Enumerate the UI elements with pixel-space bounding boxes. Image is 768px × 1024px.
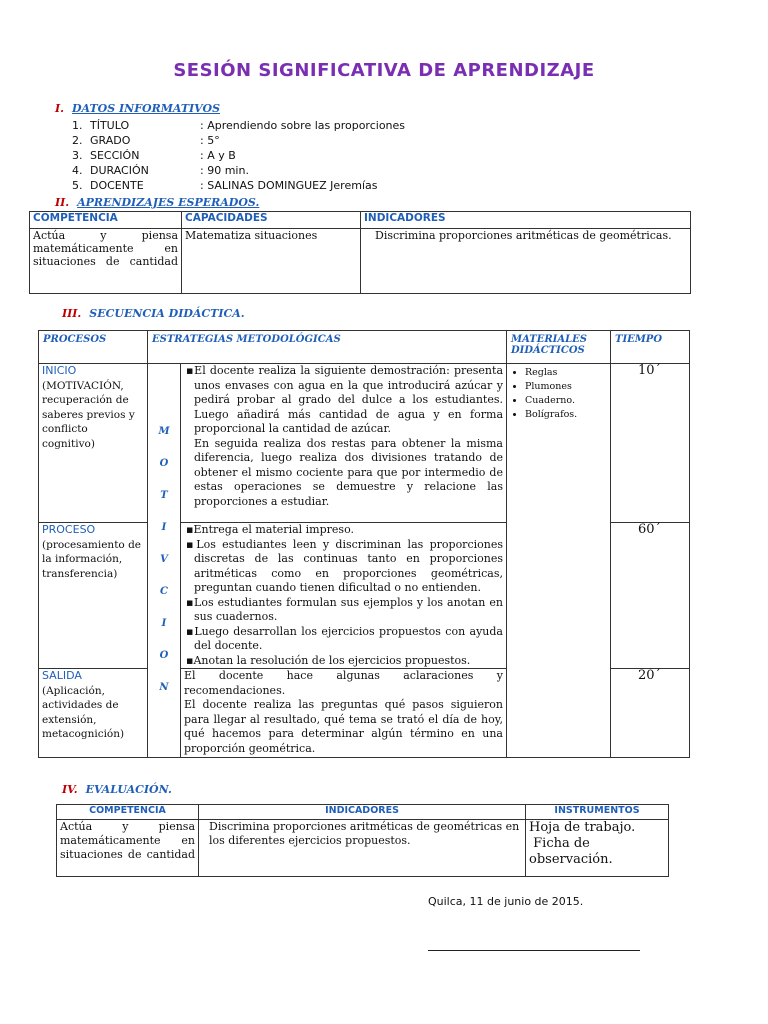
info-key: DURACIÓN — [90, 164, 149, 177]
info-number: 3. — [72, 149, 83, 162]
strategy-cell — [181, 523, 507, 669]
info-number: 4. — [72, 164, 83, 177]
process-name: SALIDA — [42, 669, 82, 682]
info-value: : 5° — [200, 134, 220, 147]
motivacion-letter: O — [159, 458, 169, 469]
instrument-item: Ficha de observación. — [529, 836, 613, 867]
process-desc: (Aplicación, actividades de extensión, metacognición) — [42, 684, 125, 740]
info-number: 2. — [72, 134, 83, 147]
process-cell — [39, 523, 148, 669]
table-header-row — [39, 331, 690, 364]
process-name: INICIO — [42, 364, 77, 377]
strategy-text: Anotan la resolución de los ejercicios propuestos. — [193, 653, 471, 667]
info-number: 5. — [72, 179, 83, 192]
section-label: APRENDIZAJES ESPERADOS. — [77, 196, 260, 209]
info-value: : SALINAS DOMINGUEZ Jeremías — [200, 179, 378, 192]
section-number: II. — [55, 196, 70, 209]
section-heading-3 — [62, 307, 245, 320]
column-header: INDICADORES — [361, 212, 691, 229]
motivacion-letter: M — [158, 426, 170, 437]
strategy-text: El docente hace algunas aclaraciones y recomendaciones. — [184, 669, 503, 697]
info-key: TÍTULO — [90, 119, 130, 132]
table-row — [57, 820, 669, 877]
indicador-cell: Discrimina proporciones aritméticas de geométricas en los diferentes ejercicios propuestos. — [199, 820, 526, 877]
motivacion-column — [148, 364, 181, 758]
info-value: : A y B — [200, 149, 236, 162]
motivacion-letter: I — [161, 522, 167, 533]
section-number: I. — [55, 102, 64, 115]
section-number: III. — [62, 307, 82, 320]
section-label: SECUENCIA DIDÁCTICA. — [89, 307, 245, 320]
section-number: IV. — [62, 783, 78, 796]
strategy-text: Luego desarrollan los ejercicios propuestos con ayuda del docente. — [194, 624, 503, 652]
motivacion-letter: N — [159, 682, 169, 693]
strategy-bullet: ▪Los estudiantes formulan sus ejemplos y los anotan en sus cuadernos. — [186, 595, 503, 623]
competencia-cell: Actúa y piensa matemáticamente en situaciones de cantidad — [57, 820, 199, 877]
instrumentos-cell — [526, 820, 669, 877]
info-key: DOCENTE — [90, 179, 144, 192]
info-number: 1. — [72, 119, 83, 132]
strategy-text: Entrega el material impreso. — [193, 523, 354, 536]
table-row-inicio — [39, 364, 690, 523]
column-header: COMPETENCIA — [57, 805, 199, 820]
instrument-item: Hoja de trabajo. — [529, 820, 636, 835]
evaluacion-table — [56, 804, 669, 877]
strategy-text: En seguida realiza dos restas para obtener la misma diferencia, luego realiza dos divisiones tratando de obtener el mismo cociente para que por intermedio de estas operaciones se demuestre y relacione las proporciones a estudiar. — [194, 436, 503, 508]
table-header-row — [57, 805, 669, 820]
strategy-paragraph: ▪El docente realiza la siguiente demostración: presenta unos envases con agua en la que introducirá azúcar y pedirá probar al grado del dulce a los estudiantes. Luego añadirá más cantidad de agua y en forma proporcional la cantidad de azúcar. — [186, 364, 503, 435]
column-header: COMPETENCIA — [30, 212, 182, 229]
strategy-cell — [181, 669, 507, 758]
secuencia-table — [38, 330, 690, 758]
section-label: DATOS INFORMATIVOS — [71, 102, 221, 115]
section-heading-1 — [55, 102, 220, 115]
strategy-text: Los estudiantes leen y discriminan las proporciones discretas de las continuas tanto en proporciones aritméticas como en proporciones geométricas, preguntan cuando tienen dificultad o no entienden. — [194, 537, 503, 594]
time-cell: 60´ — [611, 523, 690, 669]
info-key: GRADO — [90, 134, 131, 147]
aprendizajes-table — [29, 211, 691, 294]
info-key: SECCIÓN — [90, 149, 140, 162]
list-item: • Bolígrafos. — [525, 408, 607, 422]
strategy-text: Los estudiantes formulan sus ejemplos y los anotan en sus cuadernos. — [194, 595, 503, 623]
time-cell: 20´ — [611, 669, 690, 758]
materials-list — [511, 366, 607, 422]
column-header: CAPACIDADES — [182, 212, 361, 229]
process-cell — [39, 669, 148, 758]
section-heading-4 — [62, 783, 172, 796]
capacidad-cell: Matematiza situaciones — [182, 229, 361, 294]
signature-line — [428, 950, 640, 951]
process-desc: (MOTIVACIÓN, recuperación de saberes previos y conflicto cognitivo) — [42, 379, 135, 450]
motivacion-letter: V — [160, 554, 168, 565]
materials-cell — [507, 364, 611, 758]
motivacion-letter: O — [159, 650, 169, 661]
strategy-text: El docente realiza las preguntas qué pasos siguieron para llegar al resultado, qué tema se trató el día de hoy, qué hacemos para determinar algún término en una proporción geométrica. — [184, 698, 503, 755]
column-header: TIEMPO — [611, 331, 690, 364]
table-header-row — [30, 212, 691, 229]
strategy-cell — [181, 364, 507, 523]
column-header: PROCESOS — [39, 331, 148, 364]
list-item: • Reglas — [525, 366, 607, 380]
column-header: INSTRUMENTOS — [526, 805, 669, 820]
process-name: PROCESO — [42, 523, 96, 536]
column-header: INDICADORES — [199, 805, 526, 820]
table-row — [30, 229, 691, 294]
info-value: : 90 min. — [200, 164, 249, 177]
list-item: • Plumones — [525, 380, 607, 394]
strategy-bullet: ▪Luego desarrollan los ejercicios propuestos con ayuda del docente. — [186, 624, 503, 652]
process-cell — [39, 364, 148, 523]
list-item: • Cuaderno. — [525, 394, 607, 408]
motivacion-letter: I — [161, 618, 167, 629]
indicador-cell: Discrimina proporciones aritméticas de geométricas. — [361, 229, 691, 294]
time-cell: 10´ — [611, 364, 690, 523]
column-header: MATERIALES DIDÁCTICOS — [507, 331, 611, 364]
place-date: Quilca, 11 de junio de 2015. — [428, 895, 584, 908]
motivacion-letter: C — [160, 586, 168, 597]
motivacion-letter: T — [160, 490, 168, 501]
strategy-bullet: ▪Entrega el material impreso. — [186, 523, 354, 536]
section-heading-2 — [55, 196, 259, 209]
section-label: EVALUACIÓN. — [85, 783, 172, 796]
strategy-bullet: ▪Los estudiantes leen y discriminan las proporciones discretas de las continuas tanto en proporciones aritméticas como en proporciones geométricas, preguntan cuando tienen dificultad o no entienden. — [186, 537, 503, 594]
strategy-text: El docente realiza la siguiente demostración: presenta unos envases con agua en la que introducirá azúcar y pedirá probar al grado del dulce a los estudiantes. Luego añadirá más cantidad de agua y en forma proporcional la cantidad de azúcar. — [194, 364, 503, 435]
process-desc: (procesamiento de la información, transferencia) — [42, 538, 142, 580]
column-header: ESTRATEGIAS METODOLÓGICAS — [148, 331, 507, 364]
competencia-cell: Actúa y piensa matemáticamente en situaciones de cantidad — [30, 229, 182, 294]
document-title: SESIÓN SIGNIFICATIVA DE APRENDIZAJE — [173, 60, 595, 81]
strategy-bullet: ▪Anotan la resolución de los ejercicios propuestos. — [186, 653, 471, 667]
info-value: : Aprendiendo sobre las proporciones — [200, 119, 406, 132]
